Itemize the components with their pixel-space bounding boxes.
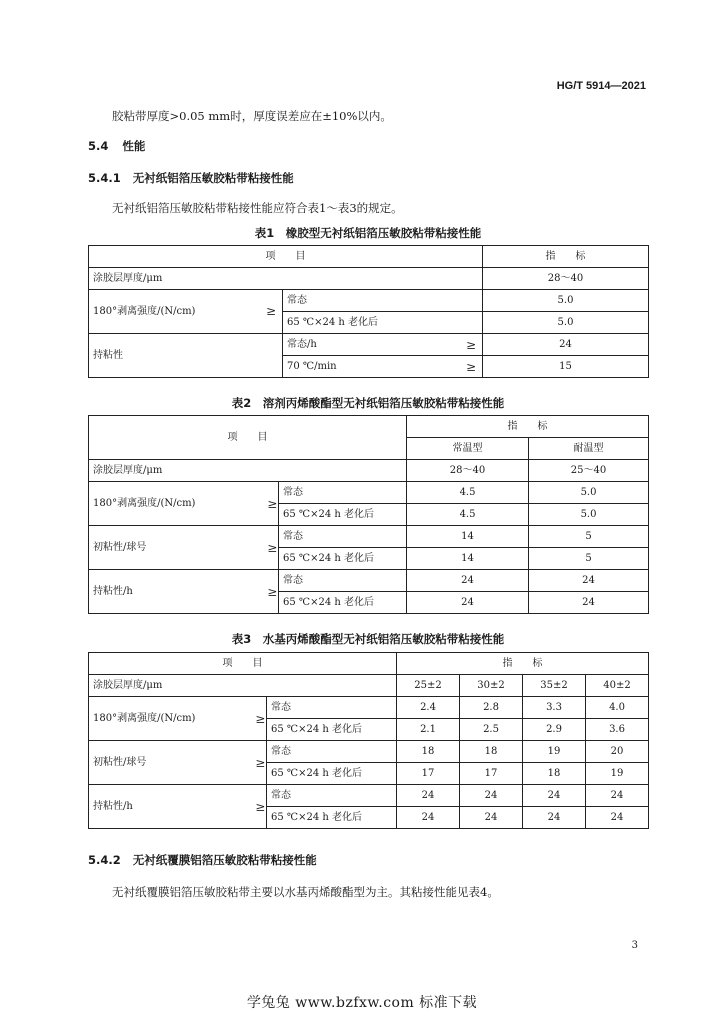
hold-normal-label-text: 常态/h xyxy=(287,338,317,350)
table3-tack-aged-2: 17 xyxy=(460,763,523,785)
table2-caption: 表2 溶剂丙烯酸酯型无衬纸铝箔压敏胶粘带粘接性能 xyxy=(231,396,505,410)
table2-normal-label: 常态 xyxy=(279,526,407,548)
table1-coating-label: 涂胶层厚度/μm xyxy=(89,268,483,290)
table-row xyxy=(89,460,649,482)
table3-coating-4: 40±2 xyxy=(586,675,649,697)
table2-aged-label: 65 ℃×24 h 老化后 xyxy=(279,548,407,570)
table-row xyxy=(89,785,649,807)
table1-peel-aged: 5.0 xyxy=(483,312,649,334)
table2-coating-2: 25～40 xyxy=(529,460,649,482)
table2-peel-normal-1: 4.5 xyxy=(407,482,529,504)
table2-tack-label: 初粘性/球号 xyxy=(89,526,267,570)
table3-aged-label: 65 ℃×24 h 老化后 xyxy=(267,763,397,785)
table2-coating-label: 涂胶层厚度/μm xyxy=(89,460,407,482)
table-row xyxy=(89,482,649,504)
table1-peel-label xyxy=(89,290,283,334)
table3 xyxy=(88,652,649,829)
table1-header-item: 项 目 xyxy=(89,246,483,268)
ge-symbol: ≥ xyxy=(265,304,276,318)
table2-hold-aged-1: 24 xyxy=(407,592,529,614)
table3-tack-normal-4: 20 xyxy=(586,741,649,763)
table3-coating-label: 涂胶层厚度/μm xyxy=(89,675,397,697)
table2-tack-aged-1: 14 xyxy=(407,548,529,570)
table2-hold-normal-1: 24 xyxy=(407,570,529,592)
table2-normal-label: 常态 xyxy=(279,482,407,504)
table3-hold-aged-1: 24 xyxy=(397,807,460,829)
table3-tack-aged-3: 18 xyxy=(523,763,586,785)
table3-hold-label: 持粘性/h xyxy=(89,785,255,829)
table3-peel-aged-1: 2.1 xyxy=(397,719,460,741)
section-title: 无衬纸铝箔压敏胶粘带粘接性能 xyxy=(132,171,294,185)
table3-peel-aged-2: 2.5 xyxy=(460,719,523,741)
table3-peel-normal-1: 2.4 xyxy=(397,697,460,719)
table-row xyxy=(89,675,649,697)
table3-tack-normal-3: 19 xyxy=(523,741,586,763)
table3-peel-aged-4: 3.6 xyxy=(586,719,649,741)
section-title: 性能 xyxy=(122,139,146,153)
table3-coating-2: 30±2 xyxy=(460,675,523,697)
table1-caption: 表1 橡胶型无衬纸铝箔压敏胶粘带粘接性能 xyxy=(254,226,482,240)
table-row xyxy=(89,290,649,312)
section-number: 5.4 xyxy=(88,139,109,153)
table3-peel-normal-4: 4.0 xyxy=(586,697,649,719)
table2-header-item: 项 目 xyxy=(89,416,407,460)
ge-symbol: ≥ xyxy=(255,741,267,785)
table3-peel-label: 180°剥离强度/(N/cm) xyxy=(89,697,255,741)
table3-hold-normal-3: 24 xyxy=(523,785,586,807)
table3-header-index: 指 标 xyxy=(397,653,649,675)
table3-peel-normal-2: 2.8 xyxy=(460,697,523,719)
table3-tack-aged-4: 19 xyxy=(586,763,649,785)
section-5-4-2-heading xyxy=(88,852,317,868)
table3-hold-normal-4: 24 xyxy=(586,785,649,807)
table3-tack-aged-1: 17 xyxy=(397,763,460,785)
table-row xyxy=(89,741,649,763)
paragraph-5-4-2: 无衬纸覆膜铝箔压敏胶粘带主要以水基丙烯酸酯型为主。其粘接性能见表4。 xyxy=(112,885,499,899)
table-row xyxy=(89,697,649,719)
table2-hold-aged-2: 24 xyxy=(529,592,649,614)
table3-normal-label: 常态 xyxy=(267,741,397,763)
table1-hold-normal: 24 xyxy=(483,334,649,356)
table1 xyxy=(88,245,649,378)
standard-number: HG/T 5914—2021 xyxy=(556,80,646,92)
footer-watermark: 学兔兔 www.bzfxw.com 标准下载 xyxy=(246,995,478,1011)
table3-hold-normal-1: 24 xyxy=(397,785,460,807)
page-number: 3 xyxy=(631,940,638,951)
table3-normal-label: 常态 xyxy=(267,785,397,807)
table3-aged-label: 65 ℃×24 h 老化后 xyxy=(267,807,397,829)
paragraph-5-4-1: 无衬纸铝箔压敏胶粘带粘接性能应符合表1～表3的规定。 xyxy=(112,201,403,215)
table2-col2: 耐温型 xyxy=(529,438,649,460)
table3-hold-aged-3: 24 xyxy=(523,807,586,829)
table2-peel-label: 180°剥离强度/(N/cm) xyxy=(89,482,267,526)
ge-symbol: ≥ xyxy=(267,482,279,526)
table3-caption: 表3 水基丙烯酸酯型无衬纸铝箔压敏胶粘带粘接性能 xyxy=(231,632,505,646)
ge-symbol: ≥ xyxy=(255,785,267,829)
table-row xyxy=(89,416,649,438)
ge-symbol: ≥ xyxy=(465,337,476,352)
table1-hold-70-label xyxy=(283,356,483,378)
table1-hold-normal-label xyxy=(283,334,483,356)
table2-normal-label: 常态 xyxy=(279,570,407,592)
table1-coating-value: 28～40 xyxy=(483,268,649,290)
table3-normal-label: 常态 xyxy=(267,697,397,719)
ge-symbol: ≥ xyxy=(267,570,279,614)
table2-header-index: 指 标 xyxy=(407,416,649,438)
table2-peel-normal-2: 5.0 xyxy=(529,482,649,504)
table3-peel-aged-3: 2.9 xyxy=(523,719,586,741)
table-row xyxy=(89,246,649,268)
table-row xyxy=(89,526,649,548)
ge-symbol: ≥ xyxy=(465,359,476,374)
paragraph-thickness: 胶粘带厚度>0.05 mm时，厚度误差应在±10%以内。 xyxy=(112,109,392,123)
table3-coating-1: 25±2 xyxy=(397,675,460,697)
table2 xyxy=(88,415,649,614)
table2-col1: 常温型 xyxy=(407,438,529,460)
table3-header-item: 项 目 xyxy=(89,653,397,675)
table-row xyxy=(89,268,649,290)
section-title: 无衬纸覆膜铝箔压敏胶粘带粘接性能 xyxy=(132,853,317,867)
table3-hold-normal-2: 24 xyxy=(460,785,523,807)
table1-peel-normal: 5.0 xyxy=(483,290,649,312)
table1-header-index: 指 标 xyxy=(483,246,649,268)
table3-tack-normal-2: 18 xyxy=(460,741,523,763)
table1-hold-70: 15 xyxy=(483,356,649,378)
table3-coating-3: 35±2 xyxy=(523,675,586,697)
table2-peel-aged-2: 5.0 xyxy=(529,504,649,526)
ge-symbol: ≥ xyxy=(255,697,267,741)
table3-tack-label: 初粘性/球号 xyxy=(89,741,255,785)
table-row xyxy=(89,653,649,675)
table2-aged-label: 65 ℃×24 h 老化后 xyxy=(279,504,407,526)
table3-peel-normal-3: 3.3 xyxy=(523,697,586,719)
table3-aged-label: 65 ℃×24 h 老化后 xyxy=(267,719,397,741)
table3-hold-aged-4: 24 xyxy=(586,807,649,829)
table-row xyxy=(89,334,649,356)
table3-hold-aged-2: 24 xyxy=(460,807,523,829)
section-number: 5.4.2 xyxy=(88,853,121,867)
table3-tack-normal-1: 18 xyxy=(397,741,460,763)
table2-tack-normal-1: 14 xyxy=(407,526,529,548)
table1-aged-label: 65 ℃×24 h 老化后 xyxy=(283,312,483,334)
table2-tack-aged-2: 5 xyxy=(529,548,649,570)
section-5-4-1-heading xyxy=(88,170,294,186)
peel-label-text: 180°剥离强度/(N/cm) xyxy=(93,305,196,317)
table1-hold-label: 持粘性 xyxy=(89,334,283,378)
hold-70-label-text: 70 ℃/min xyxy=(287,360,337,372)
section-5-4-heading xyxy=(88,138,145,154)
ge-symbol: ≥ xyxy=(267,526,279,570)
table2-tack-normal-2: 5 xyxy=(529,526,649,548)
table2-aged-label: 65 ℃×24 h 老化后 xyxy=(279,592,407,614)
section-number: 5.4.1 xyxy=(88,171,121,185)
table1-normal-label: 常态 xyxy=(283,290,483,312)
table2-peel-aged-1: 4.5 xyxy=(407,504,529,526)
table2-coating-1: 28～40 xyxy=(407,460,529,482)
table2-hold-normal-2: 24 xyxy=(529,570,649,592)
table-row xyxy=(89,570,649,592)
table2-hold-label: 持粘性/h xyxy=(89,570,267,614)
